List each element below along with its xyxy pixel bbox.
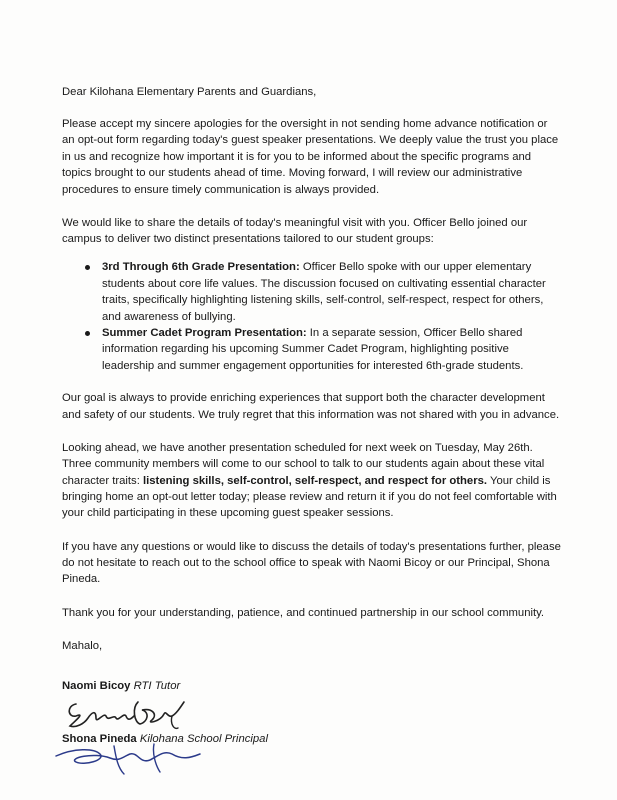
signature-naomi-bicoy: [62, 692, 192, 732]
character-traits-bold: listening skills, self-control, self-respect, and respect for others.: [143, 474, 488, 487]
signer-role: RTI Tutor: [133, 680, 181, 693]
signer-name: Shona Pineda: [62, 732, 137, 745]
signature-shona-pineda: [54, 736, 204, 778]
visit-details-paragraph: We would like to share the details of today's meaningful visit with you. Officer Bello joined our campus to deliver two distinct presentations tailored to our student groups:: [62, 216, 528, 246]
list-item: [102, 259, 562, 325]
upcoming-presentation-paragraph: [62, 440, 562, 522]
signer-name: Naomi Bicoy: [62, 680, 131, 693]
bullet-title: 3rd Through 6th Grade Presentation:: [102, 261, 300, 274]
closing: Mahalo,: [62, 639, 103, 652]
bullet-text: Officer Bello spoke with our upper elementary students about core life values. The discussion focused on cultivating essential character traits, specifically highlighting listening skills, self-control, self-respect, respect for others, and awareness of bullying.: [102, 261, 546, 323]
contact-paragraph: If you have any questions or would like to discuss the details of today's presentations further, please do not hesitate to reach out to the school office to speak with Naomi Bicoy or our Principal, Shona Pineda.: [62, 540, 561, 586]
thank-you-paragraph: Thank you for your understanding, patience, and continued partnership in our school community.: [62, 606, 545, 619]
apology-paragraph: Please accept my sincere apologies for the oversight in not sending home advance notification or an opt-out form regarding today's guest speaker presentations. We deeply value the trust you place in us and recognize how important it is for you to be informed about the specific programs and topics brought to our students ahead of time. Moving forward, I will review our administrative procedures to ensure timely communication is always provided.: [62, 117, 559, 196]
signature-block: [62, 678, 562, 747]
upcoming-text-end: Your child is bringing home an opt-out letter today; please review and return it if you do not feel comfortable with your child participating in these upcoming guest speaker sessions.: [62, 474, 557, 520]
bullet-title: Summer Cadet Program Presentation:: [102, 326, 307, 339]
list-item: [102, 325, 562, 374]
salutation: Dear Kilohana Elementary Parents and Guardians,: [62, 86, 317, 98]
upcoming-text-start: Looking ahead, we have another presentation scheduled for next week on Tuesday, May 26th. Three community members will come to our school to talk to our students again about these vital character traits:: [62, 441, 545, 487]
bullet-text: In a separate session, Officer Bello shared information regarding his upcoming Summer Cadet Program, highlighting positive leadership and summer engagement opportunities for interested 6th-grade students.: [102, 326, 524, 372]
goal-paragraph: Our goal is always to provide enriching experiences that support both the character development and safety of our students. We truly regret that this information was not shared with you in advance.: [62, 392, 560, 421]
letter-body: [62, 84, 562, 747]
signer-role: Kilohana School Principal: [139, 732, 268, 745]
presentation-list: [62, 259, 562, 374]
